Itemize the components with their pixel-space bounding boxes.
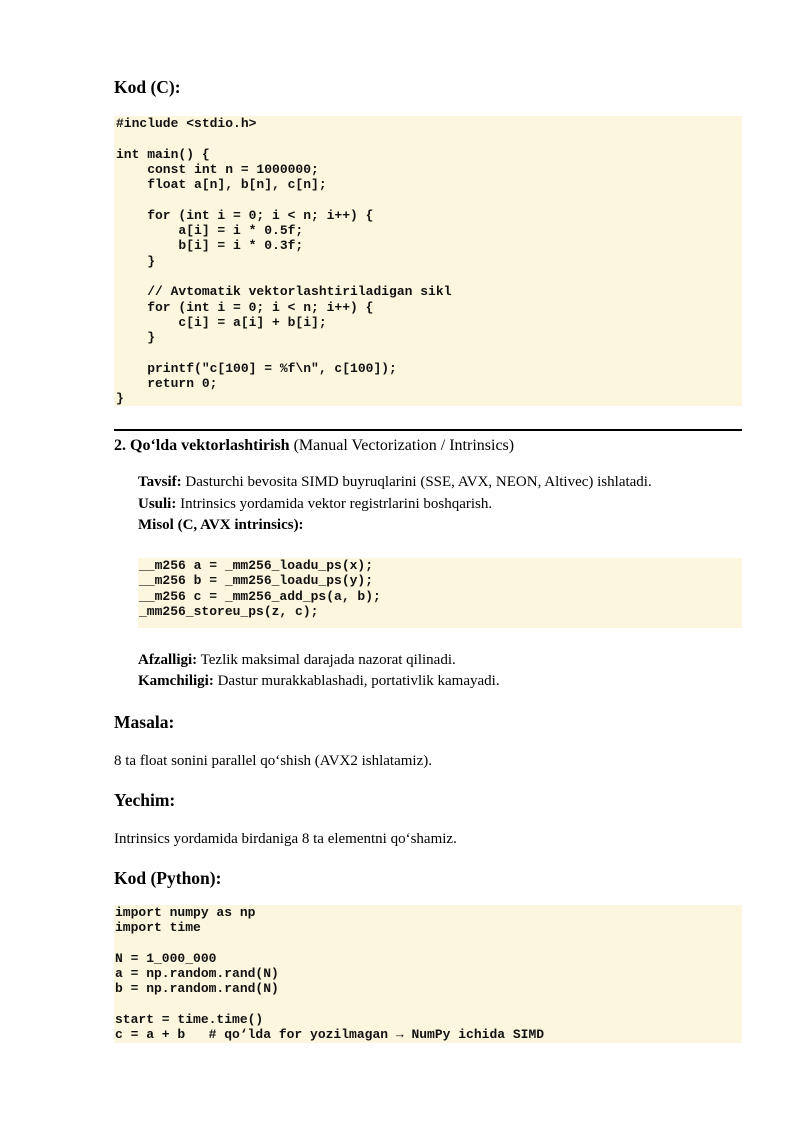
misol-label: Misol (C, AVX intrinsics): — [138, 517, 304, 533]
heading-code-c: Kod (C): — [114, 77, 181, 97]
kamchiligi-line — [138, 673, 500, 690]
heading-code-python: Kod (Python): — [114, 868, 222, 888]
usuli-text: Intrinsics yordamida vektor registrlarini boshqarish. — [176, 496, 493, 512]
kamchiligi-text: Dastur murakkablashadi, portativlik kamayadi. — [213, 673, 500, 689]
code-block-python: import numpy as np import time N = 1_000_000 a = np.random.rand(N) b = np.random.rand(N) start = time.time() c = a + b # qo‘lda for yozilmagan → NumPy ichida SIMD — [114, 905, 742, 1043]
masala-text: 8 ta float sonini parallel qo‘shish (AVX2 ishlatamiz). — [114, 753, 432, 769]
section-2-title-rest: (Manual Vectorization / Intrinsics) — [289, 437, 515, 454]
tavsif-label: Tavsif: — [138, 474, 182, 490]
tavsif-line — [138, 474, 652, 491]
tavsif-text: Dasturchi bevosita SIMD buyruqlarini (SSE, AVX, NEON, Altivec) ishlatadi. — [181, 474, 652, 490]
section-2-title-bold: 2. Qo‘lda vektorlashtirish — [114, 437, 290, 454]
section-2-title — [114, 437, 514, 455]
heading-yechim: Yechim: — [114, 790, 176, 810]
heading-masala: Masala: — [114, 712, 175, 732]
usuli-label: Usuli: — [138, 496, 177, 512]
misol-line — [138, 517, 304, 534]
section-divider — [114, 429, 742, 431]
afzalligi-label: Afzalligi: — [138, 652, 198, 668]
code-block-c: #include <stdio.h> int main() { const int n = 1000000; float a[n], b[n], c[n]; for (int i = 0; i < n; i++) { a[i] = i * 0.5f; b[i] = i * 0.3f; } // Avtomatik vektorlashtiriladigan sikl for (int i = 0; i < n; i++) { c[i] = a[i] + b[i]; } printf("c[100] = %f\n", c[100]); return 0; } — [114, 116, 742, 406]
yechim-text: Intrinsics yordamida birdaniga 8 ta elementni qo‘shamiz. — [114, 831, 457, 847]
code-block-avx: __m256 a = _mm256_loadu_ps(x); __m256 b = _mm256_loadu_ps(y); __m256 c = _mm256_add_ps(a, b); _mm256_storeu_ps(z, c); — [138, 558, 742, 628]
afzalligi-line — [138, 652, 456, 669]
kamchiligi-label: Kamchiligi: — [138, 673, 214, 689]
usuli-line — [138, 496, 492, 513]
afzalligi-text: Tezlik maksimal darajada nazorat qilinadi. — [197, 652, 456, 668]
